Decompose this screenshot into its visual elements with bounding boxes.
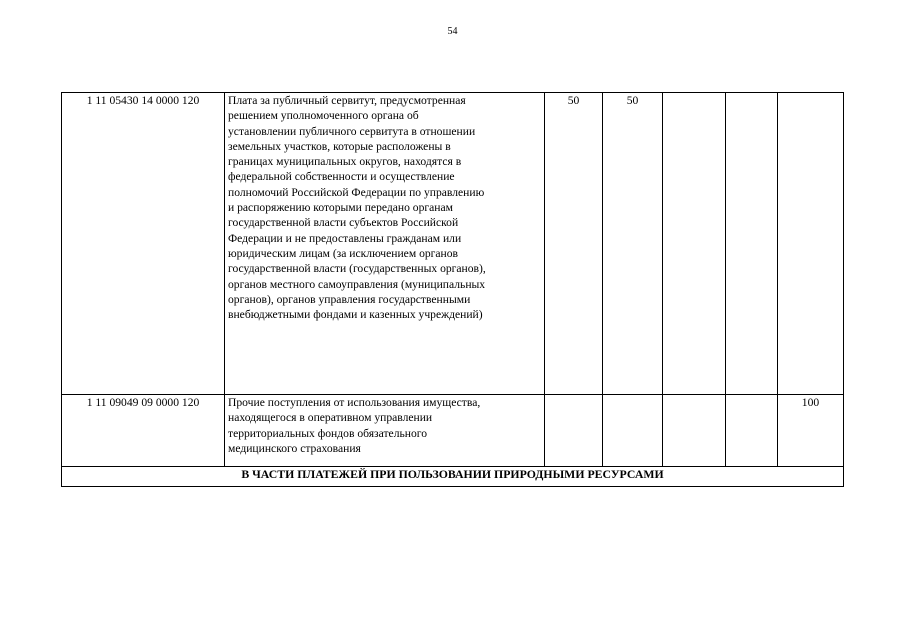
value-cell: 50 [603,93,663,395]
description-line: установлении публичного сервитута в отношении [228,124,476,138]
income-description-cell [225,395,545,467]
description-line: Плата за публичный сервитут, предусмотренная [228,94,466,107]
value-cell [663,93,726,395]
value-cell [603,395,663,467]
description-line: решением уполномоченного органа об [228,109,419,123]
description-line: органов), органов управления государственными [228,292,471,306]
description-line: федеральной собственности и осуществление [228,170,455,184]
value-cell [663,395,726,467]
page-number: 54 [447,26,458,37]
income-description-cell [225,93,545,395]
table-row [62,93,844,395]
value-cell: 50 [545,93,603,395]
description-line: внебюджетными фондами и казенных учреждений) [228,308,483,322]
description-line: органов местного самоуправления (муниципальных [228,277,486,291]
description-line: территориальных фондов обязательного [228,426,428,440]
description-line: земельных участков, которые расположены в [228,139,451,153]
income-code-cell: 1 11 05430 14 0000 120 [62,93,225,395]
description-line: Прочие поступления от использования имущества, [228,396,481,409]
description-line: государственной власти субъектов Российской [228,216,459,230]
section-title: В ЧАСТИ ПЛАТЕЖЕЙ ПРИ ПОЛЬЗОВАНИИ ПРИРОДНЫМИ РЕСУРСАМИ [62,467,844,487]
description-line: юридическим лицам (за исключением органов [228,246,459,260]
table-row [62,395,844,467]
description-line: полномочий Российской Федерации по управлению [228,185,485,199]
description-line: границах муниципальных округов, находятся в [228,155,462,169]
description-line: Федерации и не предоставлены гражданам или [228,231,462,245]
value-cell [726,93,778,395]
description-line: находящегося в оперативном управлении [228,411,433,425]
section-header-row [62,467,844,487]
description-line: и распоряжению которыми передано органам [228,201,453,215]
income-code-cell: 1 11 09049 09 0000 120 [62,395,225,467]
value-cell [545,395,603,467]
value-cell [726,395,778,467]
description-line: государственной власти (государственных органов), [228,262,486,276]
description-line: медицинского страхования [228,441,361,455]
value-cell [778,93,844,395]
budget-revenue-table [61,92,844,487]
value-cell: 100 [778,395,844,467]
